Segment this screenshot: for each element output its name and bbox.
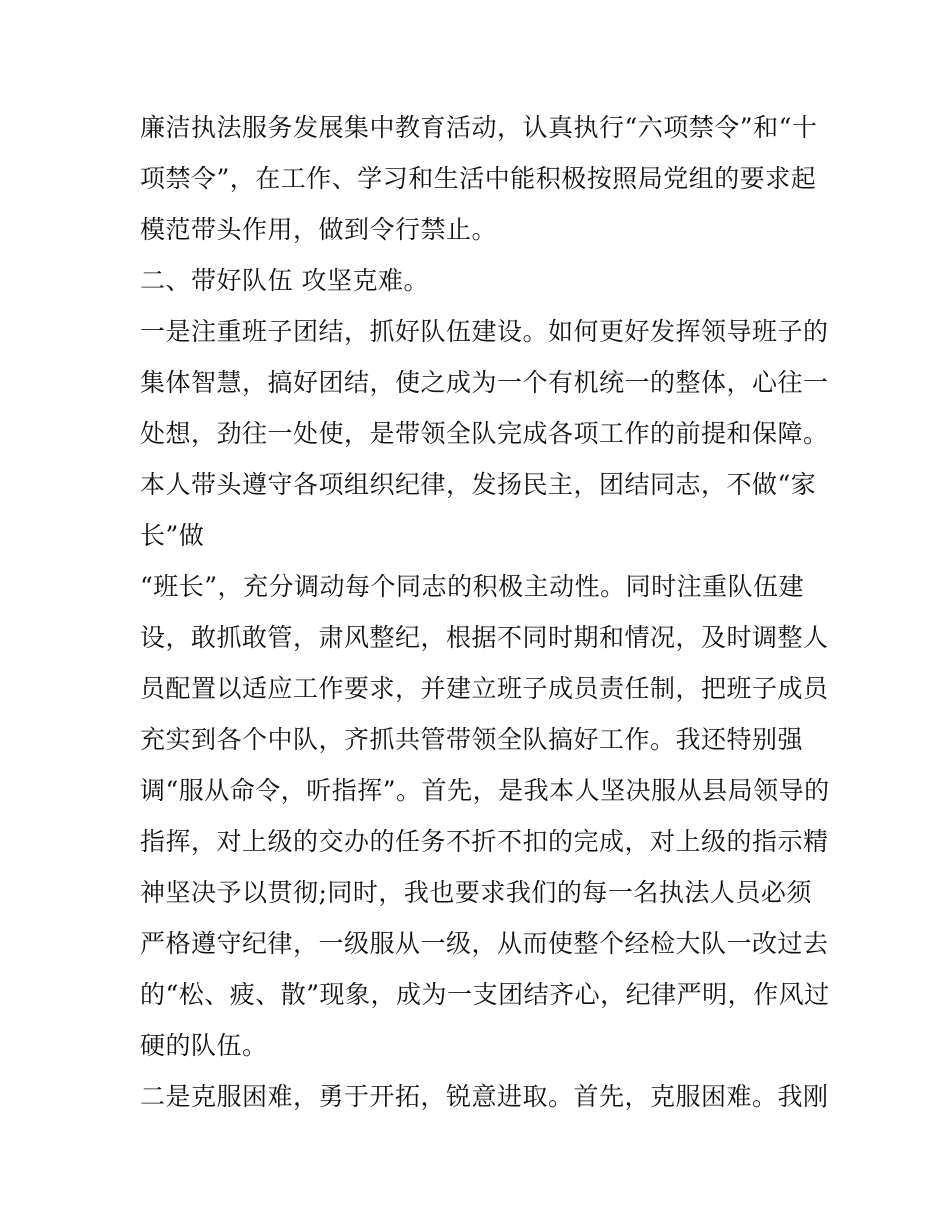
text-line: 指挥，对上级的交办的任务不折不扣的完成，对上级的指示精 xyxy=(140,827,829,856)
text-line: 神坚决予以贯彻;同时，我也要求我们的每一名执法人员必须 xyxy=(140,878,812,907)
text-line: 严格遵守纪律，一级服从一级，从而使整个经检大队一改过去 xyxy=(140,929,829,958)
text-line: 充实到各个中队，齐抓共管带领全队搞好工作。我还特别强 xyxy=(140,725,804,754)
text-line: 调“服从命令，听指挥”。首先，是我本人坚决服从县局领导的 xyxy=(140,776,830,805)
text-line: 长”做 xyxy=(140,521,205,550)
text-line: 一是注重班子团结，抓好队伍建设。如何更好发挥领导班子的 xyxy=(140,317,829,346)
text-line: 廉洁执法服务发展集中教育活动，认真执行“六项禁令”和“十 xyxy=(140,113,818,142)
text-line: “班长”，充分调动每个同志的积极主动性。同时注重队伍建 xyxy=(140,572,805,601)
text-line: 硬的队伍。 xyxy=(140,1031,268,1060)
text-line: 设，敢抓敢管，肃风整纪，根据不同时期和情况，及时调整人 xyxy=(140,623,829,652)
text-line: 集体智慧，搞好团结，使之成为一个有机统一的整体，心往一 xyxy=(140,368,829,397)
text-line: 的“松、疲、散”现象，成为一支团结齐心，纪律严明，作风过 xyxy=(140,980,830,1009)
section-heading: 二、带好队伍 攻坚克难。 xyxy=(140,266,429,295)
text-line: 二是克服困难，勇于开拓，锐意进取。首先，克服困难。我刚 xyxy=(140,1082,829,1111)
text-line: 项禁令”，在工作、学习和生活中能积极按照局党组的要求起 xyxy=(140,164,817,193)
text-line: 处想，劲往一处使，是带领全队完成各项工作的前提和保障。 xyxy=(140,419,829,448)
text-line: 模范带头作用，做到令行禁止。 xyxy=(140,215,498,244)
text-line: 员配置以适应工作要求，并建立班子成员责任制，把班子成员 xyxy=(140,674,829,703)
text-line: 本人带头遵守各项组织纪律，发扬民主，团结同志，不做“家 xyxy=(140,470,817,499)
